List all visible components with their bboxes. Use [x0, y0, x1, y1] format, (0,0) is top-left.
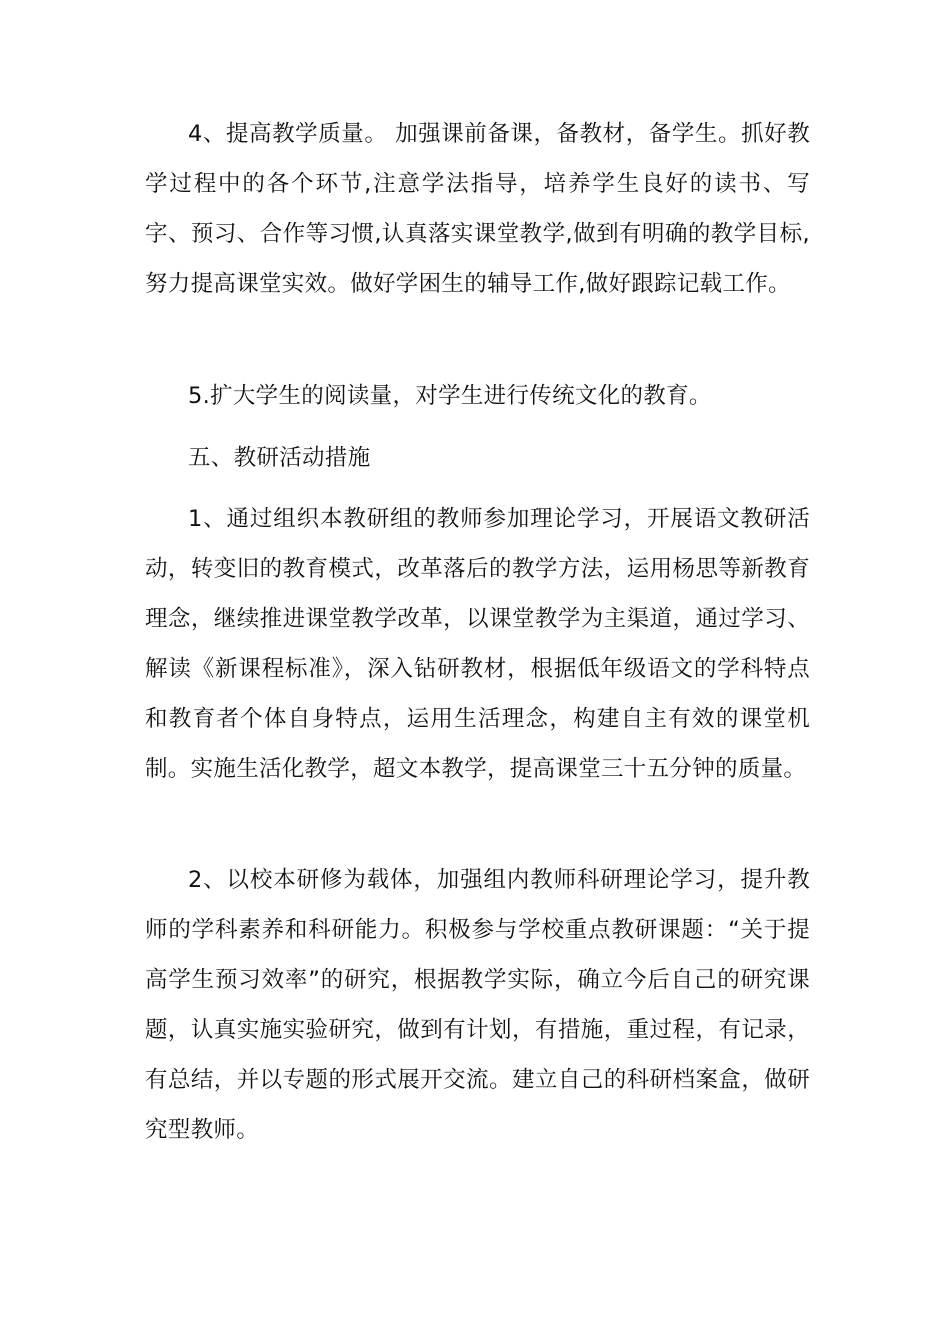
section-heading-research-measures: 五、教研活动措施	[188, 445, 371, 471]
paragraph-theory-study: 1、通过组织本教研组的教师参加理论学习，开展语文教研活动，转变旧的教育模式，改革落后的教学方法，运用杨思等新教育理念，继续推进课堂教学改革，以课堂教学为主渠道，通过学习、解读《新课程标准》，深入钻研教材，根据低年级语文的学科特点和教育者个体自身特点，运用生活理念，构建自主有效的课堂机制。实施生活化教学，超文本教学，提高课堂三十五分钟的质量。	[145, 506, 810, 782]
paragraph-school-research: 2、以校本研修为载体，加强组内教师科研理论学习，提升教师的学科素养和科研能力。积极参与学校重点教研课题：“关于提高学生预习效率”的研究，根据教学实际，确立今后自己的研究课题，认真实施实验研究，做到有计划，有措施，重过程，有记录，有总结，并以专题的形式展开交流。建立自己的科研档案盒，做研究型教师。	[145, 867, 810, 1143]
paragraph-teaching-quality: 4、提高教学质量。 加强课前备课，备教材，备学生。抓好教学过程中的各个环节,注意学法指导，培养学生良好的读书、写字、预习、合作等习惯,认真落实课堂教学,做到有明确的教学目标,努力提高课堂实效。做好学困生的辅导工作,做好跟踪记载工作。	[145, 121, 810, 297]
paragraph-reading: 5.扩大学生的阅读量，对学生进行传统文化的教育。	[188, 383, 712, 409]
